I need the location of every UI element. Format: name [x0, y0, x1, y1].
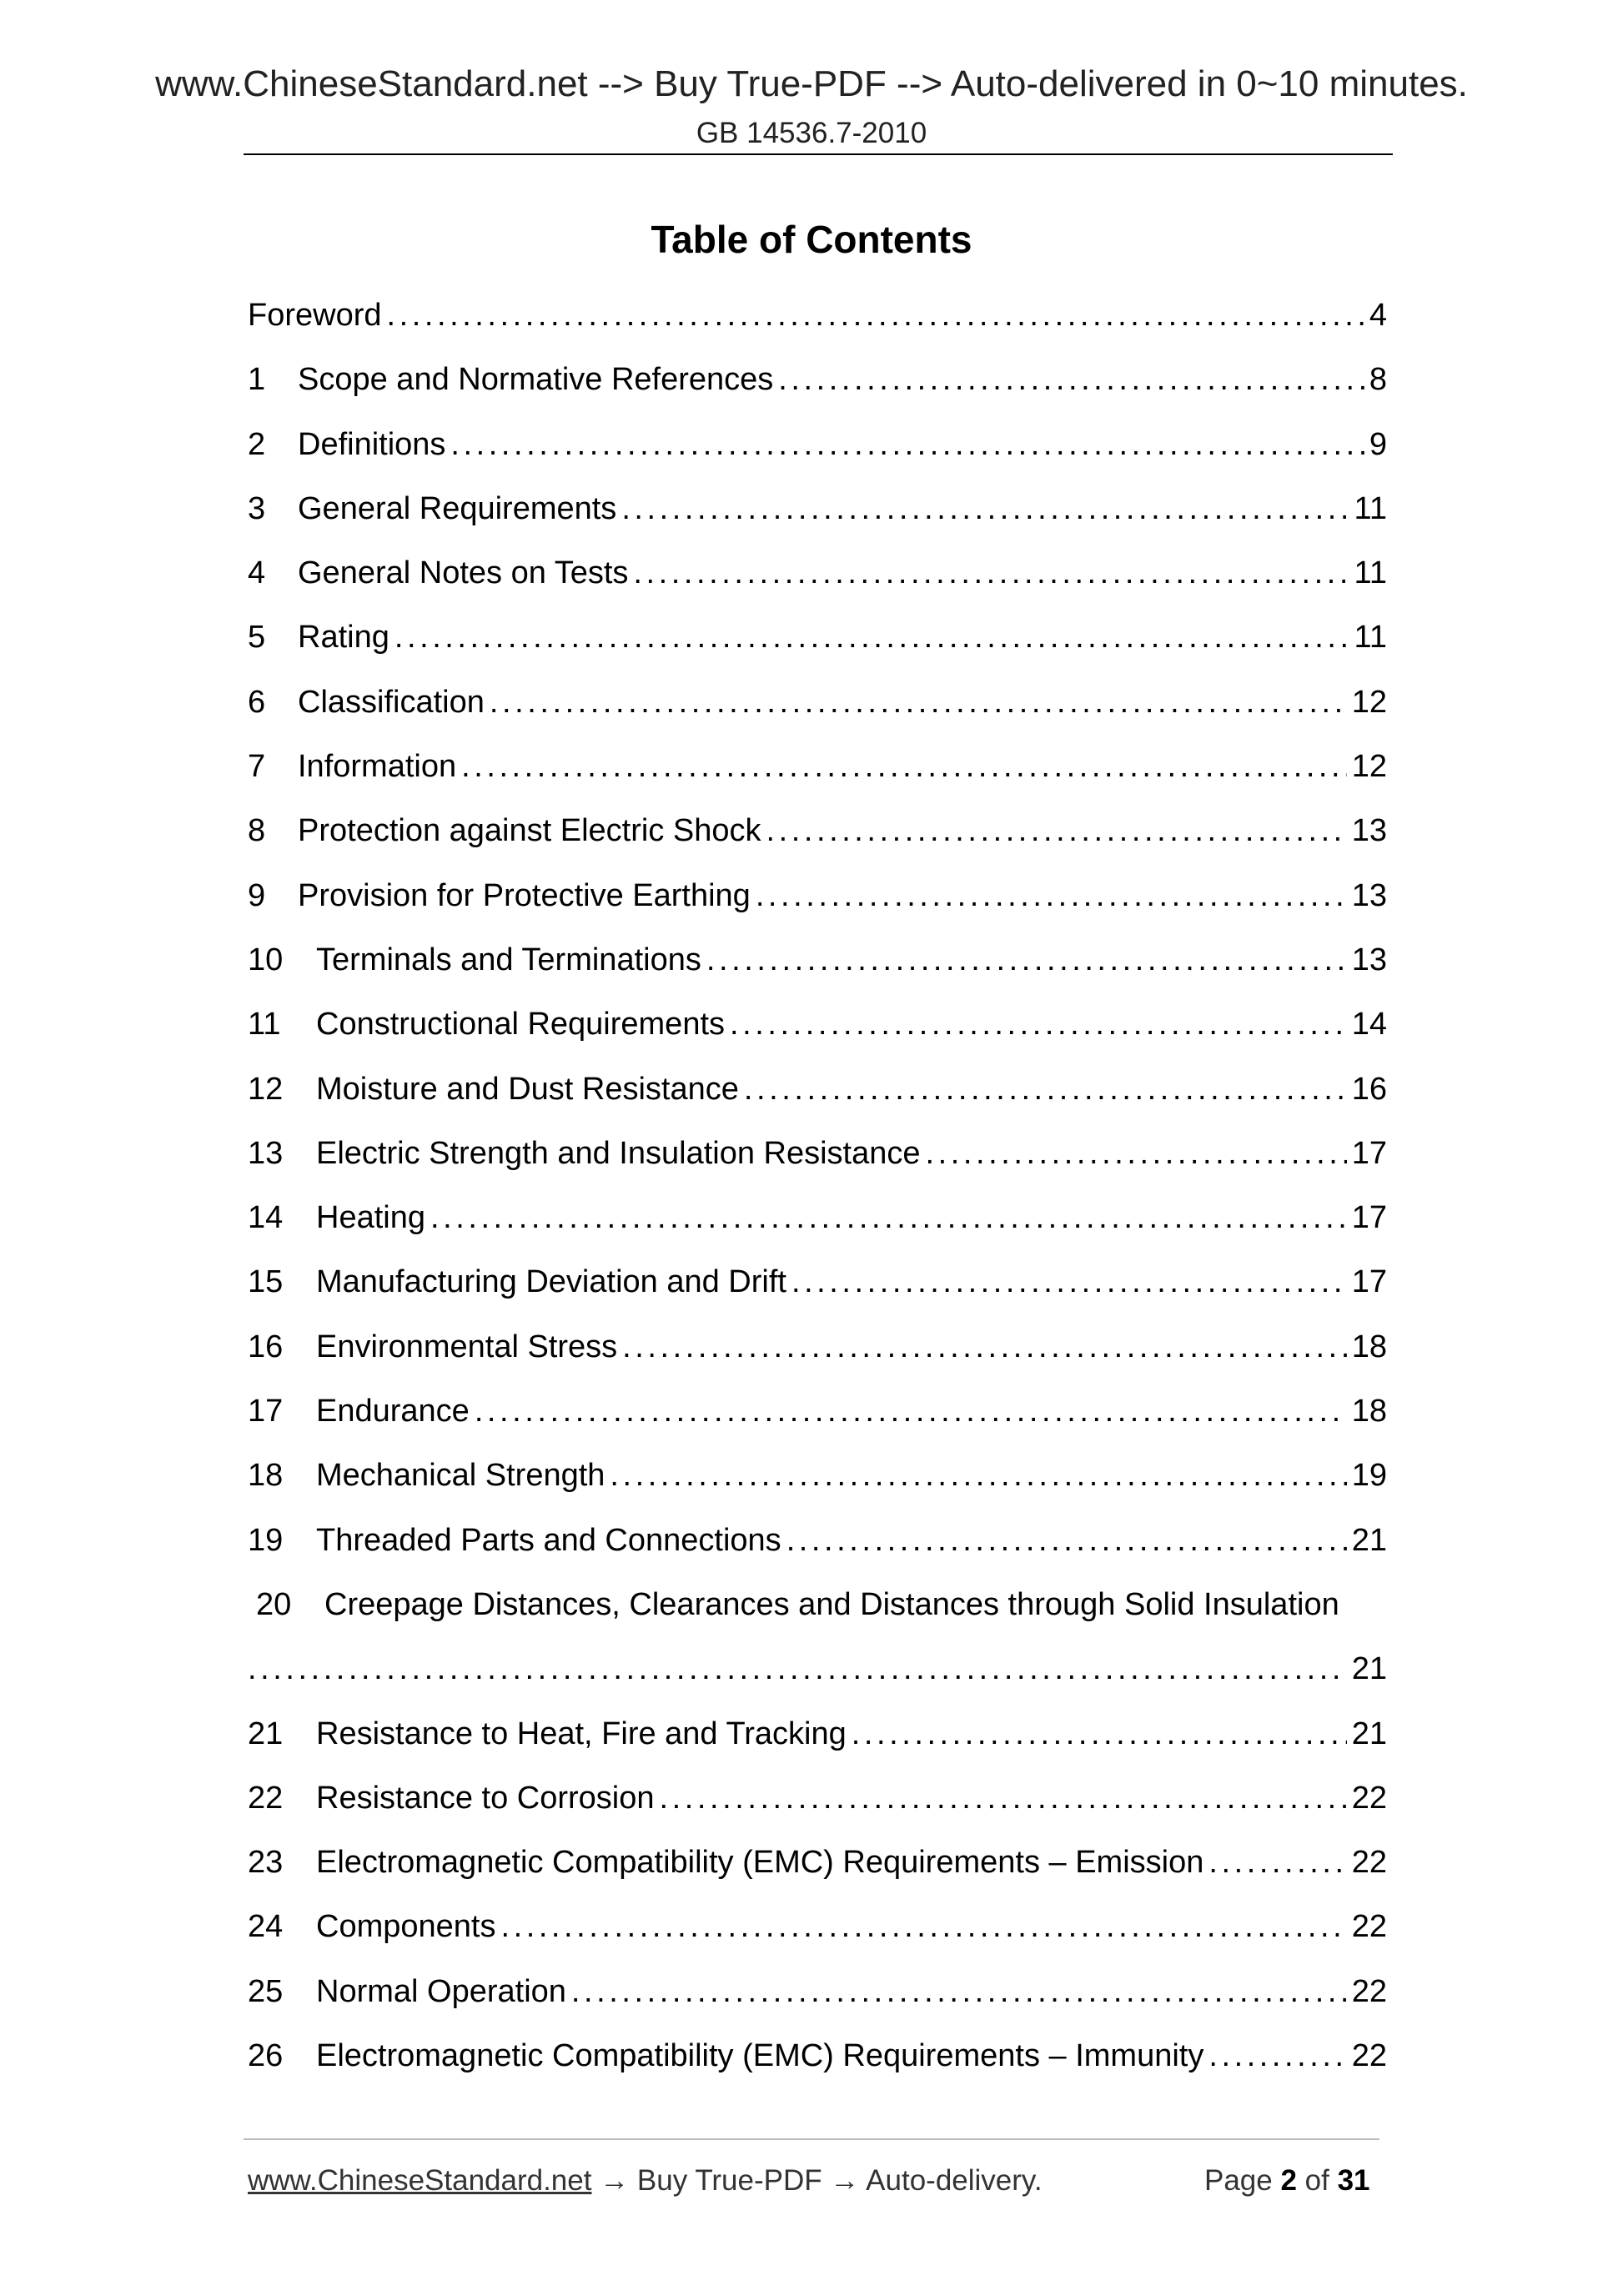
toc-entry-label: Electric Strength and Insulation Resistance — [316, 1135, 921, 1171]
toc-entry-label: Terminals and Terminations — [316, 942, 701, 977]
toc-entry-label: Definitions — [298, 426, 446, 462]
toc-entry-page: 17 — [1351, 1200, 1387, 1236]
toc-entry-number: 19 — [248, 1522, 284, 1558]
toc-entry[interactable] — [248, 1903, 1387, 1967]
dot-leader — [786, 1517, 1347, 1564]
standard-number: GB 14536.7-2010 — [696, 117, 927, 149]
toc-entry-number: 24 — [248, 1909, 284, 1945]
footer-site-link[interactable]: www.ChineseStandard.net — [248, 2164, 592, 2197]
toc-entry-number: 8 — [248, 813, 266, 849]
toc-entry-page: 17 — [1351, 1264, 1387, 1300]
toc-entry-page: 22 — [1351, 1780, 1387, 1816]
toc-entry-number: 12 — [248, 1071, 284, 1107]
toc-entry[interactable] — [248, 292, 1387, 356]
toc-entry-label: Resistance to Heat, Fire and Tracking — [316, 1716, 847, 1751]
dot-leader — [730, 1001, 1347, 1048]
toc-entry[interactable] — [248, 550, 1387, 614]
toc-entry-number: 13 — [248, 1135, 284, 1171]
toc-entry[interactable] — [248, 1324, 1387, 1388]
toc-entry-number: 5 — [248, 620, 266, 656]
toc-entry-number: 2 — [248, 426, 266, 462]
toc-entry-label: Moisture and Dust Resistance — [316, 1071, 739, 1107]
toc-entry-number: 9 — [248, 877, 266, 913]
dot-leader — [571, 1968, 1347, 2015]
dot-leader — [660, 1775, 1347, 1821]
toc-entry[interactable] — [248, 1001, 1387, 1065]
toc-entry-number: 26 — [248, 2038, 284, 2074]
dot-leader — [633, 550, 1349, 596]
toc-entry-page: 19 — [1351, 1458, 1387, 1494]
toc-entry-continuation[interactable] — [248, 1645, 1387, 1710]
dot-leader — [1208, 1839, 1346, 1886]
toc-entry-number: 4 — [248, 555, 266, 591]
toc-entry-page: 4 — [1369, 298, 1387, 333]
toc-entry-number: 18 — [248, 1458, 284, 1494]
toc-entry-label: Protection against Electric Shock — [298, 813, 761, 849]
dot-leader — [622, 1324, 1347, 1370]
toc-entry-page: 21 — [1351, 1651, 1387, 1687]
dot-leader — [248, 1645, 1347, 1692]
toc-entry-number: 21 — [248, 1716, 284, 1751]
toc-entry[interactable] — [248, 1194, 1387, 1259]
dot-leader — [1208, 2032, 1346, 2079]
dot-leader — [766, 807, 1347, 854]
header-divider — [244, 153, 1393, 155]
dot-leader — [490, 679, 1347, 726]
toc-entry[interactable] — [248, 614, 1387, 678]
toc-entry-page: 12 — [1351, 684, 1387, 720]
toc-entry-label: Threaded Parts and Connections — [316, 1522, 781, 1558]
toc-entry-number: 16 — [248, 1329, 284, 1364]
dot-leader — [926, 1130, 1347, 1177]
toc-entry-label: Heating — [316, 1200, 425, 1236]
toc-entry-label: Constructional Requirements — [316, 1007, 726, 1042]
toc-entry-label: Mechanical Strength — [316, 1458, 605, 1494]
toc-entry-number: 11 — [248, 1007, 281, 1042]
toc-entry-number: 17 — [248, 1394, 284, 1429]
toc-entry-page: 8 — [1369, 362, 1387, 398]
dot-leader — [756, 872, 1347, 919]
toc-entry-page: 22 — [1351, 1909, 1387, 1945]
dot-leader — [706, 937, 1347, 983]
toc-entry[interactable] — [248, 872, 1387, 937]
toc-entry-number: 3 — [248, 490, 266, 526]
toc-entry-page: 18 — [1351, 1394, 1387, 1429]
footer-tagline: → Buy True-PDF → Auto-delivery. — [591, 2164, 1043, 2197]
toc-entry-label: Electromagnetic Compatibility (EMC) Requirements – Immunity — [316, 2038, 1204, 2074]
toc-entry-page: 21 — [1351, 1716, 1387, 1751]
toc-entry-label: Foreword — [248, 298, 382, 333]
toc-entry[interactable] — [248, 937, 1387, 1001]
toc-entry-page: 17 — [1351, 1135, 1387, 1171]
toc-entry-label: Provision for Protective Earthing — [298, 877, 751, 913]
toc-entry-number: 10 — [248, 942, 284, 977]
header-banner: www.ChineseStandard.net --> Buy True-PDF --> Auto-delivered in 0~10 minutes. — [155, 63, 1468, 104]
toc-entry[interactable] — [248, 1517, 1387, 1581]
toc-entry-page: 14 — [1351, 1007, 1387, 1042]
toc-entry[interactable] — [248, 1711, 1387, 1775]
toc-entry[interactable] — [248, 1066, 1387, 1130]
page-prefix: Page — [1204, 2164, 1281, 2197]
toc-entry[interactable] — [248, 679, 1387, 743]
dot-leader — [500, 1903, 1346, 1950]
dot-leader — [450, 421, 1364, 468]
toc-entry-label: Endurance — [316, 1394, 470, 1429]
toc-entry-page: 13 — [1351, 942, 1387, 977]
footer-link-area — [248, 2164, 1043, 2198]
toc-entry[interactable] — [248, 1968, 1387, 2032]
toc-entry-number: 7 — [248, 749, 266, 785]
toc-entry[interactable] — [248, 1452, 1387, 1516]
toc-entry-label: Environmental Stress — [316, 1329, 618, 1364]
toc-entry[interactable] — [248, 1130, 1387, 1194]
page-of: of — [1296, 2164, 1338, 2197]
toc-entry-label: Resistance to Corrosion — [316, 1780, 655, 1816]
dot-leader — [387, 292, 1364, 339]
toc-entry[interactable] — [248, 743, 1387, 807]
toc-entry-page: 21 — [1351, 1522, 1387, 1558]
toc-entry-label: Classification — [298, 684, 485, 720]
dot-leader — [778, 356, 1364, 403]
dot-leader — [394, 614, 1349, 661]
page-current: 2 — [1280, 2164, 1297, 2197]
table-of-contents — [248, 292, 1387, 2097]
toc-entry-page: 11 — [1354, 620, 1387, 656]
page-indicator — [1204, 2164, 1370, 2198]
toc-entry-label: General Requirements — [298, 490, 617, 526]
toc-entry-page: 18 — [1351, 1329, 1387, 1364]
toc-entry-page: 22 — [1351, 2038, 1387, 2074]
toc-entry-number: 25 — [248, 1973, 284, 2009]
toc-entry-number: 14 — [248, 1200, 284, 1236]
toc-entry-number: 22 — [248, 1780, 284, 1816]
page-total: 31 — [1337, 2164, 1370, 2197]
dot-leader — [610, 1452, 1346, 1499]
toc-entry-label: Rating — [298, 620, 389, 656]
toc-entry-page: 12 — [1351, 749, 1387, 785]
toc-entry-label: Normal Operation — [316, 1973, 566, 2009]
toc-entry-page: 22 — [1351, 1845, 1387, 1881]
toc-entry-number: 1 — [248, 362, 266, 398]
toc-entry[interactable] — [248, 356, 1387, 420]
dot-leader — [621, 485, 1349, 532]
toc-entry[interactable] — [248, 807, 1387, 872]
dot-leader — [461, 743, 1347, 790]
toc-entry[interactable] — [248, 2032, 1387, 2097]
toc-entry-label: Information — [298, 749, 457, 785]
toc-entry[interactable] — [248, 1388, 1387, 1452]
toc-title: Table of Contents — [651, 218, 972, 261]
toc-entry-number: 6 — [248, 684, 266, 720]
toc-entry-label: Components — [316, 1909, 496, 1945]
toc-entry[interactable] — [248, 485, 1387, 550]
toc-entry-number: 20 — [256, 1586, 292, 1622]
toc-entry-page: 22 — [1351, 1973, 1387, 2009]
dot-leader — [475, 1388, 1347, 1434]
toc-entry-label: Electromagnetic Compatibility (EMC) Requirements – Emission — [316, 1845, 1204, 1881]
toc-entry-page: 11 — [1354, 490, 1387, 526]
toc-entry-page: 16 — [1351, 1071, 1387, 1107]
dot-leader — [744, 1066, 1347, 1113]
toc-entry-label: Creepage Distances, Clearances and Distances through Solid Insulation — [324, 1586, 1339, 1622]
toc-entry[interactable] — [248, 1775, 1387, 1839]
toc-entry[interactable] — [248, 1581, 1387, 1645]
toc-entry-label: Scope and Normative References — [298, 362, 774, 398]
footer-divider — [244, 2138, 1379, 2140]
toc-entry-page: 13 — [1351, 813, 1387, 849]
toc-entry[interactable] — [248, 1259, 1387, 1323]
toc-entry-number: 23 — [248, 1845, 284, 1881]
toc-entry-label: Manufacturing Deviation and Drift — [316, 1264, 786, 1300]
dot-leader — [852, 1711, 1347, 1757]
toc-entry-page: 13 — [1351, 877, 1387, 913]
toc-entry-label: General Notes on Tests — [298, 555, 629, 591]
toc-entry[interactable] — [248, 421, 1387, 485]
dot-leader — [430, 1194, 1347, 1241]
toc-entry[interactable] — [248, 1839, 1387, 1903]
toc-entry-number: 15 — [248, 1264, 284, 1300]
toc-entry-page: 11 — [1354, 555, 1387, 591]
toc-entry-page: 9 — [1369, 426, 1387, 462]
dot-leader — [791, 1259, 1347, 1305]
